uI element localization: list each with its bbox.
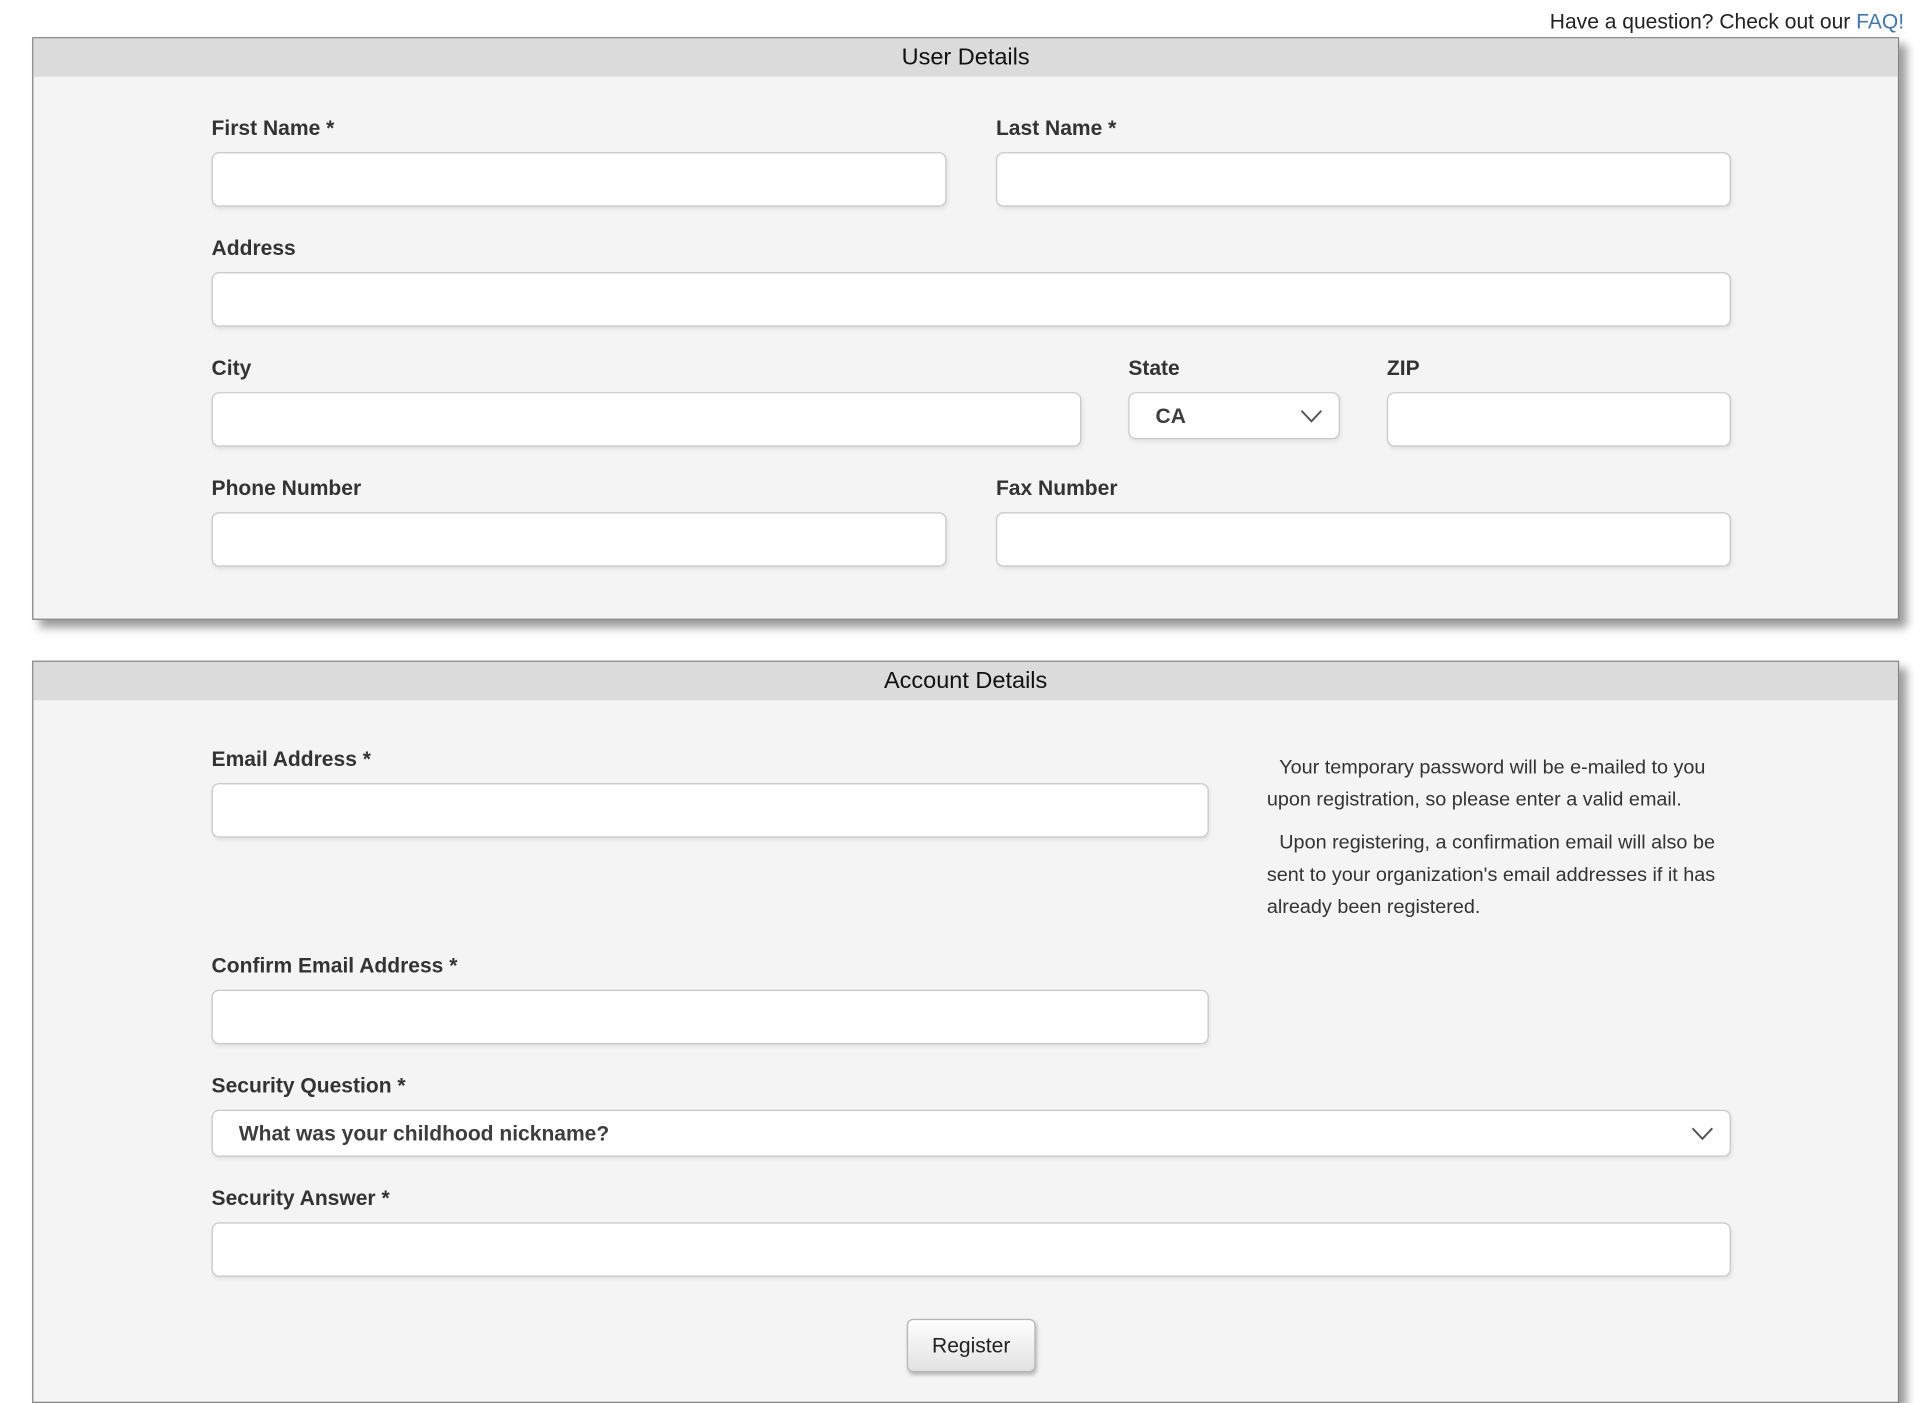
confirm-email-input[interactable] [212, 990, 1209, 1044]
city-field [212, 356, 1082, 446]
security-answer-label: Security Answer * [211, 1186, 390, 1210]
security-question-label: Security Question * [211, 1073, 406, 1098]
user-details-body [33, 77, 1730, 619]
fax-input[interactable] [996, 512, 1731, 566]
faq-question-text: Have a question? Check out our [1549, 9, 1857, 34]
last-name-input[interactable] [996, 152, 1731, 206]
fax-label: Fax Number [995, 476, 1118, 500]
phone-field [212, 476, 947, 566]
phone-label: Phone Number [211, 476, 362, 500]
confirm-email-field [212, 954, 1209, 1044]
state-label: State [1128, 356, 1180, 380]
first-name-label: First Name * [211, 116, 335, 140]
city-label: City [211, 356, 252, 380]
fax-field [996, 476, 1731, 566]
phone-fax-row [212, 476, 1731, 566]
note-paragraph-2: Upon registering, a confirmation email will also be sent to your organization's email addresses if it has already been registered. [1266, 832, 1716, 919]
first-name-input[interactable] [212, 152, 947, 206]
security-answer-field [212, 1186, 1731, 1276]
confirm-email-label: Confirm Email Address * [211, 953, 458, 978]
city-input[interactable] [212, 392, 1082, 446]
user-details-title: User Details [33, 38, 1897, 76]
zip-label: ZIP [1386, 356, 1420, 380]
last-name-field [996, 116, 1731, 206]
name-row [212, 116, 1731, 206]
email-label: Email Address * [211, 747, 371, 771]
security-answer-input[interactable] [212, 1222, 1731, 1276]
phone-input[interactable] [212, 512, 947, 566]
note-paragraph-1: Your temporary password will be e-mailed to you upon registration, so please enter a valid email. [1266, 757, 1706, 811]
email-input[interactable] [212, 783, 1209, 837]
security-question-row [212, 1074, 1731, 1157]
first-name-field [212, 116, 947, 206]
user-details-panel [32, 37, 1899, 620]
account-details-panel [32, 661, 1899, 1403]
address-row [212, 236, 1731, 326]
account-details-body [33, 700, 1730, 1401]
address-label: Address [211, 236, 296, 260]
email-field [212, 747, 1209, 837]
account-details-title: Account Details [33, 662, 1897, 700]
zip-field [1387, 356, 1731, 446]
state-field [1128, 356, 1340, 446]
faq-bar [0, 0, 1930, 37]
city-state-zip-row [212, 356, 1731, 446]
security-question-field [212, 1074, 1731, 1157]
security-question-select[interactable] [212, 1110, 1731, 1157]
faq-link[interactable]: FAQ! [1856, 9, 1905, 34]
security-answer-row [212, 1186, 1731, 1276]
address-input[interactable] [212, 272, 1731, 326]
state-select[interactable] [1128, 392, 1340, 439]
zip-input[interactable] [1387, 392, 1731, 446]
address-field [212, 236, 1731, 326]
last-name-label: Last Name * [995, 116, 1117, 140]
registration-note [1267, 747, 1731, 924]
register-button[interactable]: Register [907, 1319, 1035, 1372]
email-row [212, 747, 1731, 924]
button-row [212, 1319, 1731, 1372]
confirm-email-row [212, 954, 1731, 1044]
